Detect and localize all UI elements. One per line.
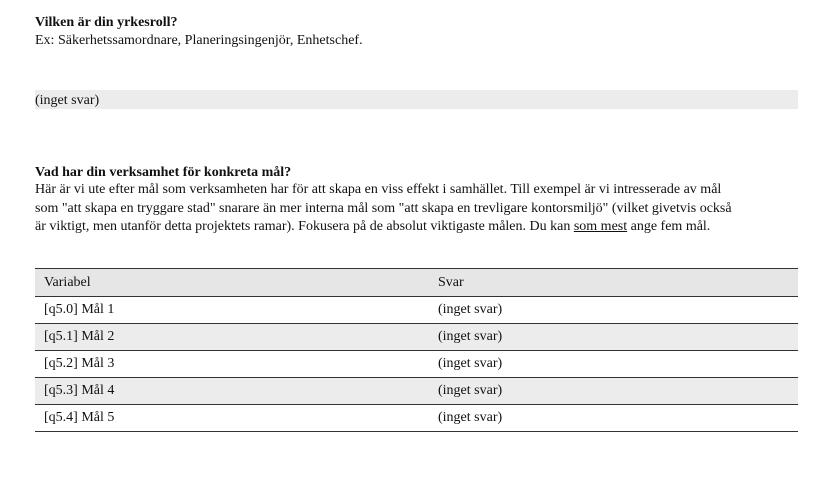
- variable-cell: [q5.1] Mål 2: [35, 324, 429, 351]
- table-row: [35, 405, 798, 432]
- question-1-help-text: Ex: Säkerhetssamordnare, Planeringsingenjör, Enhetschef.: [35, 33, 363, 48]
- variable-cell: [q5.4] Mål 5: [35, 405, 429, 432]
- variable-cell: [q5.0] Mål 1: [35, 297, 429, 324]
- answers-table: [35, 268, 798, 432]
- help-line-3-start: är viktigt, men utanför detta projektets ramar). Fokusera på de absolut viktigaste målen. Du kan: [35, 219, 574, 234]
- column-header-answer: Svar: [429, 269, 798, 297]
- table-row: [35, 378, 798, 405]
- column-header-variable: Variabel: [35, 269, 429, 297]
- question-1-title: Vilken är din yrkesroll?: [35, 15, 178, 30]
- answer-cell: (inget svar): [429, 405, 798, 432]
- answer-cell: (inget svar): [429, 297, 798, 324]
- table-row: [35, 324, 798, 351]
- answer-cell: (inget svar): [429, 378, 798, 405]
- question-2-title: Vad har din verksamhet för konkreta mål?: [35, 165, 292, 180]
- help-line-1: Här är vi ute efter mål som verksamheten har för att skapa en viss effekt i samhället. Till exempel är vi intresserade av mål: [35, 182, 722, 197]
- table-row: [35, 297, 798, 324]
- emphasized-text: som mest: [573, 219, 628, 234]
- variable-cell: [q5.2] Mål 3: [35, 351, 429, 378]
- question-1-answer: (inget svar): [35, 90, 798, 109]
- answer-cell: (inget svar): [429, 351, 798, 378]
- variable-cell: [q5.3] Mål 4: [35, 378, 429, 405]
- answer-cell: (inget svar): [429, 324, 798, 351]
- table-row: [35, 351, 798, 378]
- question-2-help-text: [35, 181, 805, 237]
- help-line-2: som "att skapa en tryggare stad" snarare än mer interna mål som "att skapa en trevligare kontorsmiljö" (vilket givetvis också: [35, 200, 732, 216]
- help-line-3-end: ange fem mål.: [627, 219, 711, 234]
- help-line-3: [35, 218, 805, 237]
- table-header-row: [35, 269, 798, 297]
